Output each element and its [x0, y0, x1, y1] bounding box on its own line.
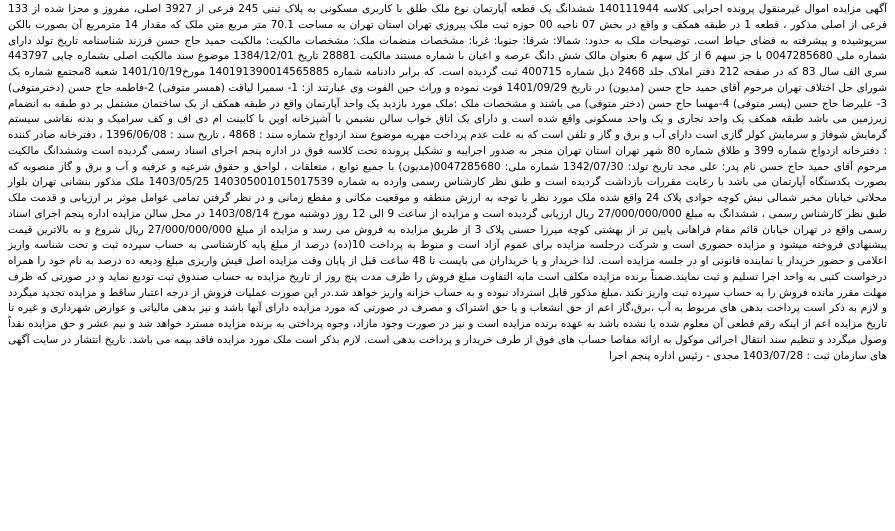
notice-body-text: آگهی مزایده اموال غیرمنقول پرونده اجرایی کلاسه 140111944 ششدانگ یک قطعه آپارتمان نوع ملک طلق با کاربری مسکونی به پلاک ثبتی 245 فرعی از 3927 اصلی، مفروز و مجزا شده از 133 فرعی از اصلی مذکور ، قطعه 1 در طبقه همکف و واقع در بخش 07 ناحیه 00 حوزه ثبت ملک پیروزی تهران استان تهران به مساحت 70.1 متر مربع متن ملک که مقدار 14 مترمربع آن بصورت بالکن سرپوشیده و پیشرفته به فضای حیاط است. توضیحات ملک به حدود: شمالا: شرقا: جنوبا: غربا: مشخصات منضمات ملک: مشخصات مالکیت: مالکیت حمید حاج حسن فرزند شناسنامه تاریخ تولد دارای شماره ملی 0047285680 با جز سهم 6 از کل سهم 6 بعنوان مالک شش دانگ عرصه و اعیان با شماره مستند مالکیت 28881 تاریخ 1384/12/01 موضوع سند مالکیت اصلی بشماره چاپی 443797 سری الف سال 83 که در صفحه 212 دفتر املاک جلد 2468 ذیل شماره 400715 ثبت گردیده است. که برابر دادنامه شماره 140191390014565885 مورخ1401/10/19 شعبه 8مجتمع شماره یک شورای حل اختلاف تهران مرحوم آقای حمید حاج حسن (مدیون) در تاریخ 1401/09/29 فوت نموده و وراث حین الفوت وی عبارتند از: 1- سمیرا لیاقت (همسر متوفی) 2-فاطمه حاج حسن (دخترمتوفی) 3- علیرضا حاج حسن (پسر متوفی) 4-مهسا حاج حسن (دختر متوفی) می باشند و مشخصات ملک :ملک مورد بازدید یک واحد آپارتمان واقع در طبقه همکف از یک ساختمان مشتمل بر دو طبقه به انضمام زیرزمین می باشد طبقه همکف یک واحد تجاری و یک واحد مسکونی واقع شده است و دارای یک اتاق خواب سالن نشیمن با آشپزخانه اوپن با کابینت ام دی اف و کف سرامیک و بدنه نقاشی سیستم گرمایش شوفاژ و سرمایش کولر گازی است دارای آب و برق و گاز و تلفن است که به علت عدم پرداخت مهریه موضوع سند ازدواج شماره سند : 4868 ، تاریخ سند : 1396/06/08 ، دفترخانه صادر کننده : دفترخانه ازدواج شماره 399 و طلاق شماره 80 شهر تهران استان تهران منجر به صدور اجراییه و تشکیل پرونده تحت کلاسه فوق در اداره پنجم اجرای اسناد رسمی گردیده است وششدانگ مالکیت مرحوم آقای حمید حاج حسن نام پدر: علی مجد تاریخ تولد: 1342/07/30 شماره ملی: 0047285680(مدیون) با جمیع توابع ، متعلقات ، لواحق و حقوق شرعیه و عرفیه و آب و برق و گاز منصوبه که بصورت یکدستگاه آپارتمان می باشد با رعایت مقررات بازداشت گردیده است و طبق نظر کارشناس رسمی وارده به شماره 140305001015017539 1403/05/25 ملک مذکور بنشانی تهران بلوار محلاتی خیابان مخبر شمالی نبش کوچه جوادی پلاک 24 واقع شده ملک مورد نظر با توجه به ارزش منطقه و موقعیت مکانی و مقطع زمانی و در نظر گرفتن تمامی عوامل موثر بر ارزیابی و قدمت ملک طبق نظر کارشناس رسمی ، ششدانگ به مبلغ 27/000/000/000 ریال ارزیابی گردیده است و مزایده از ساعت 9 الی 12 روز دوشنبه مورخ 1403/08/14 در محل سالن مزایده اداره پنجم اجرای اسناد رسمی واقع در تهران خیابان قائم مقام فراهانی پایین تر از بهشتی کوچه میرزا حسنی پلاک 3 از طریق مزایده به فروش می رسد و مزایده از مبلغ 27/000/000/000 ریال شروع و به بالاترین قیمت پیشنهادی فروخته میشود و مزایده حضوری است و شرکت درجلسه مزایده برای عموم آزاد است و منوط به پرداخت 10(ده) درصد از مبلغ پایه کارشناسی به حساب سپرده ثبت و تحت شناسه واریز اعلامی و حضور خریدار یا نماینده قانونی او در جلسه مزایده است. لذا خریدار و یا خریداران می بایست تا 48 ساعت قبل از پایان وقت مزایده اصل فیش واریزی مبلغ ودیعه ده درصد به نام خود را همراه درخواست کتبی به واحد اجرا تسلیم و ثبت نمایند.ضمناً برنده مزایده مکلف است مابه التفاوت مبلغ فروش را ظرف مدت پنج روز از تاریخ مزایده به حساب صندوق ثبت تودیع نماید و در صورتی که ظرف مهلت مقرر مانده فروش را به حساب سپرده ثبت واریز نکند ،مبلغ مذکور قابل استرداد نبوده و به حساب خزانه واریز خواهد شد.در این صورت عملیات فروش از درجه اعتبار ساقط و مزایده تجدید میگردد و لازم به ذکر است پرداخت بدهی های مربوط به آب ،برق،گاز اعم از حق انشعاب و یا حق اشتراک و مصرف در صورتی که مورد مزایده دارای آنها باشد و نیز بدهی مالیاتی و عوارض شهرداری و غیره تا تاریخ مزایده اعم از اینکه رقم قطعی آن معلوم شده یا نشده باشد به عهده برنده مزایده است و نیز در صورت وجود مازاد، وجوه پرداختی به برنده مزایده مسترد خواهد شد و نیم عشر و حق مزایده نقداً وصول میگردد و تنظیم سند انتقال اجرائی موکول به ارائه مفاصا حساب های فوق از طرف خریدار و پرداخت بدهی است. لازم بذکر است ملک مورد مزایده فاقد بیمه می باشد. تاریخ انتشار در سایت آگهی های سازمان ثبت : 1403/07/28 مجدی - رئیس اداره پنجم اجرا	[8, 3, 888, 362]
